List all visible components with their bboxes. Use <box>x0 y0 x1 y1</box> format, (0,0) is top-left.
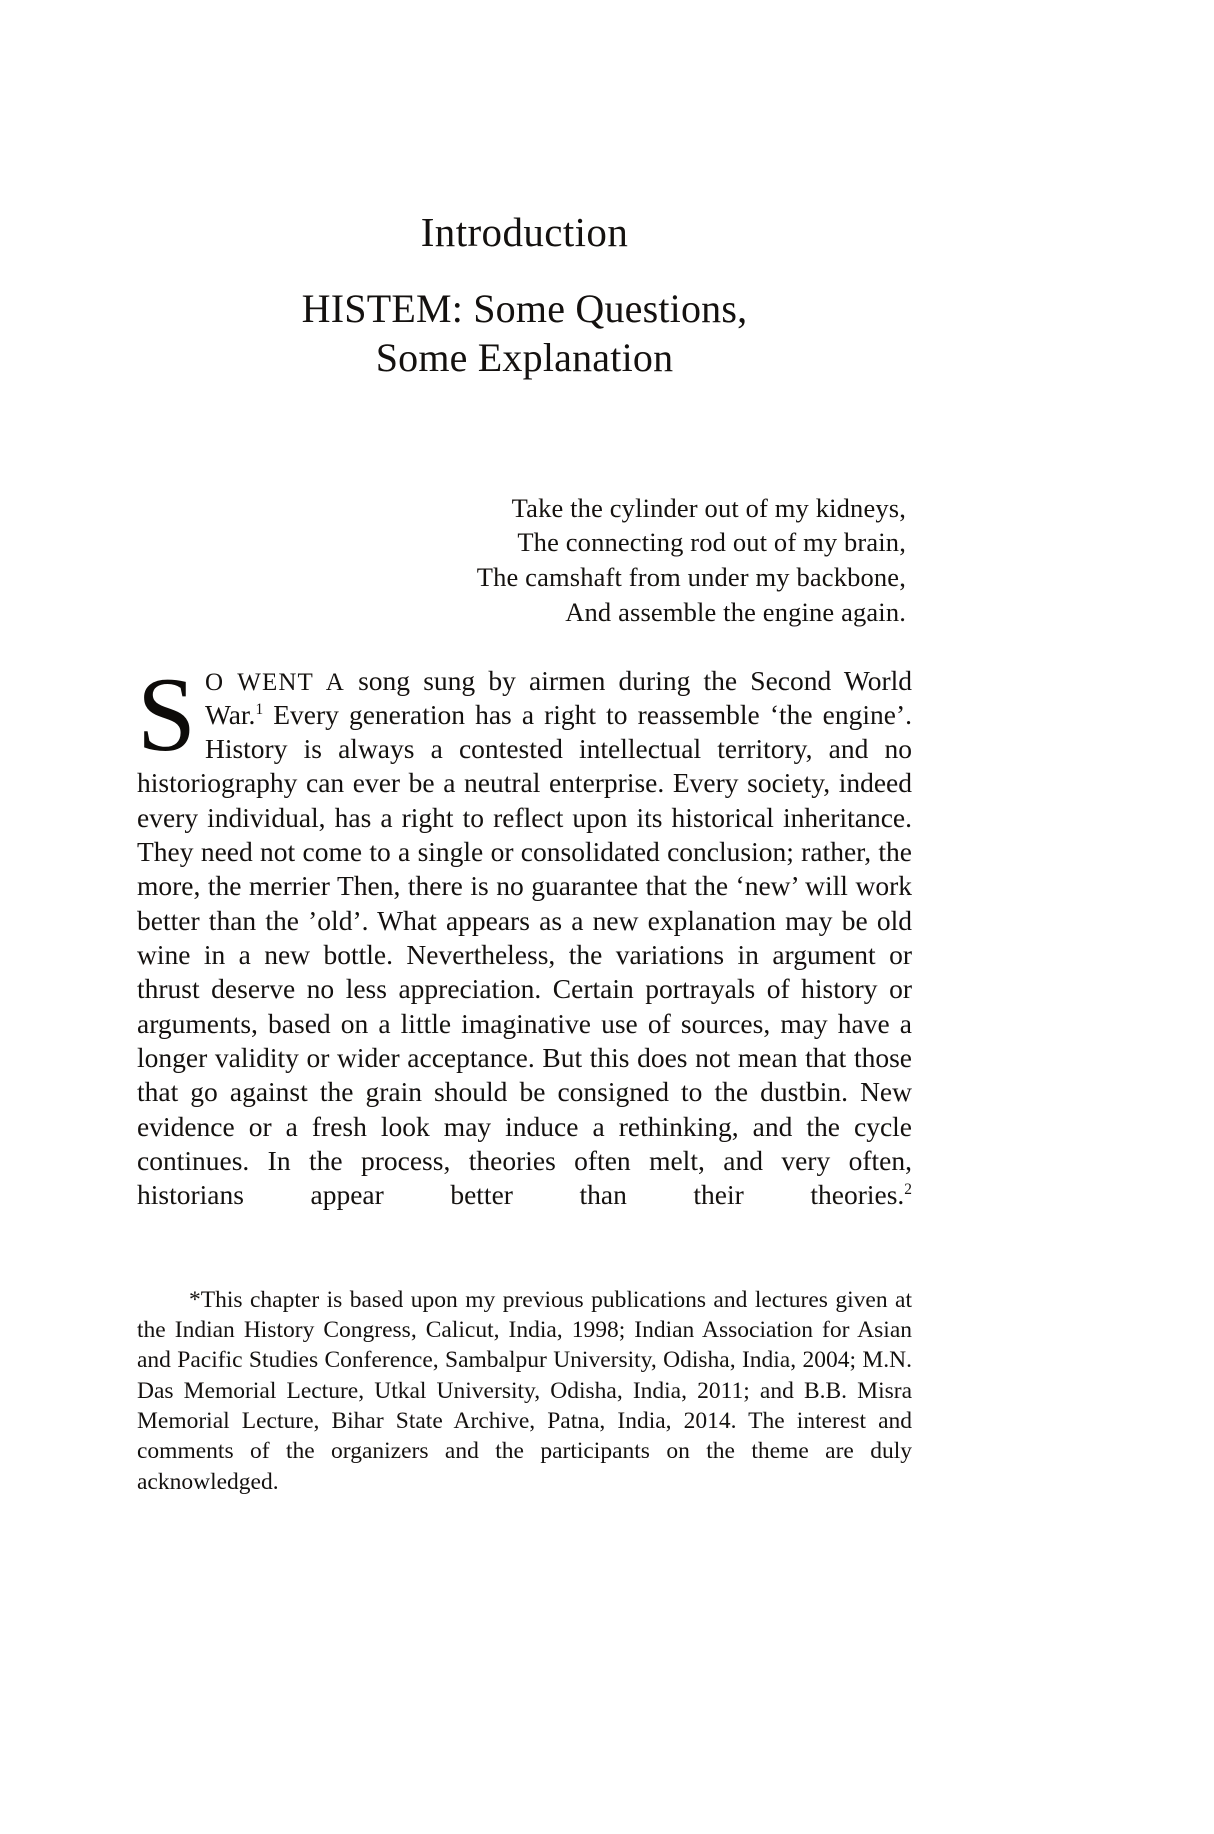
opening-small-caps: O WENT A <box>204 668 345 696</box>
epigraph-verse <box>137 491 912 630</box>
footnote-block <box>137 1285 912 1528</box>
chapter-label: Introduction <box>420 209 629 255</box>
page-content <box>137 0 912 1527</box>
page-title <box>137 285 912 383</box>
body-text-part-2: Every generation has a right to reassemble ‘the engine’. History is always a contested intellectual territory, and no historiography can ever be a neutral enterprise. Every society, indeed every individual, has a right to reflect upon its historical inheritance. They need not come to a single or consolidated conclusion; rather, the more, the merrier Then, there is no guarantee that the ‘new’ will work better than the ’old’. What appears as a new explanation may be old wine in a new bottle. Nevertheless, the variations in argument or thrust deserve no less appreciation. Certain portrayals of history or arguments, based on a little imaginative use of sources, may have a longer validity or wider acceptance. But this does not mean that those that go against the grain should be consigned to the dustbin. New evidence or a fresh look may induce a rethinking, and the cycle continues. In the process, theories often melt, and very often, historians appear better than their theories. <box>137 698 912 1211</box>
footnote-reference-2[interactable]: 2 <box>904 1181 912 1199</box>
epigraph-line: And assemble the engine again. <box>565 596 906 627</box>
footnote-reference-1[interactable]: 1 <box>255 700 264 718</box>
epigraph-line: Take the cylinder out of my kidneys, <box>511 492 906 523</box>
body-paragraph <box>137 655 912 1247</box>
drop-cap: S <box>137 655 196 773</box>
body-text-part-1: song sung by airmen during the Second World War. <box>204 664 912 730</box>
page-title-line-1: HISTEM: Some Questions, <box>301 286 748 332</box>
footnote-text: This chapter is based upon my previous publications and lectures given at the Indian History Congress, Calicut, India, 1998; Indian Association for Asian and Pacific Studies Conference, Sambalpur University, Odisha, India, 2004; M.N. Das Memorial Lecture, Utkal University, Odisha, India, 2011; and B.B. Misra Memorial Lecture, Bihar State Archive, Patna, India, 2014. The interest and comments of the organizers and the participants on the theme are duly acknowledged. <box>137 1286 912 1495</box>
footnote-asterisk-marker: * <box>189 1286 201 1313</box>
page-title-line-2: Some Explanation <box>375 334 674 380</box>
epigraph-line: The camshaft from under my backbone, <box>476 562 906 593</box>
epigraph-line: The connecting rod out of my brain, <box>517 527 906 558</box>
